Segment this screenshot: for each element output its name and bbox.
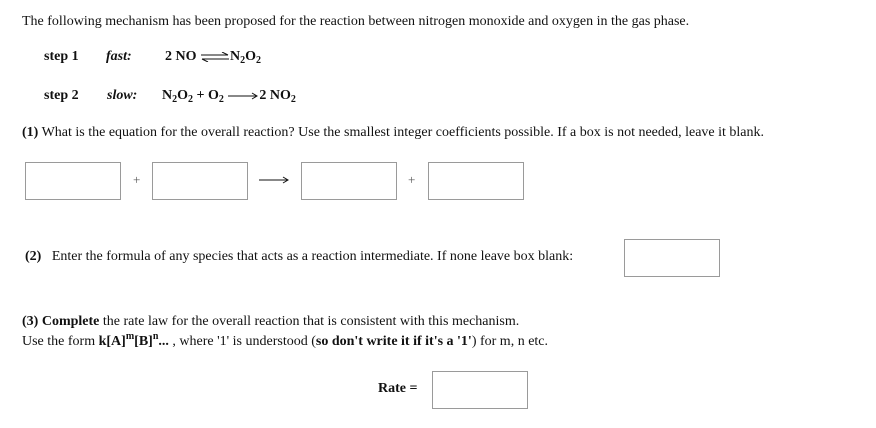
q3-number: (3) [22,314,39,329]
reaction-arrow-icon [227,92,259,100]
plus-sign-2: + [408,172,416,187]
q1-number: (1) [22,125,39,140]
q3-bold-lead: Complete [41,314,100,329]
q3-line1 [22,314,519,330]
reactant-box-1[interactable] [25,162,121,200]
q1-prompt [22,125,764,141]
q2-text: Enter the formula of any species that acts as a reaction intermediate. If none leave box blank: [51,249,574,264]
q1-text: What is the equation for the overall reaction? Use the smallest integer coefficients possible. If a box is not needed, leave it blank. [38,125,765,140]
step2-row [44,88,79,104]
step2-label: step 2 [44,88,79,103]
rate-label: Rate = [378,381,418,396]
step2-speed: slow: [107,88,138,103]
step1-label: step 1 [44,49,79,64]
step1-row [44,49,79,65]
q3-line2: Use the form $k[A]^m[B]^n$... , where '1' is understood (so don't write it if it's a '1') for m, n etc. [22,331,549,349]
q3-text: the rate law for the overall reaction that is consistent with this mechanism. [99,314,520,329]
plus-sign-1: + [133,172,141,187]
reactant-box-2[interactable] [152,162,248,200]
q2-number: (2) [25,249,42,264]
step2-equation: $N_2O_2 + O_2$ 2 $NO_2$ [162,88,296,105]
q2-prompt [25,249,573,265]
intro-text: The following mechanism has been proposed for the reaction between nitrogen monoxide and oxygen in the gas phase. [22,14,690,29]
equilibrium-arrow-icon [200,52,230,62]
step1-speed: fast: [106,49,132,64]
rate-law-input[interactable] [432,371,528,409]
step1-equation: 2 NO $N_2O_2$ [165,49,262,66]
product-box-1[interactable] [301,162,397,200]
overall-arrow-icon [258,176,290,184]
intermediate-input[interactable] [624,239,720,277]
product-box-2[interactable] [428,162,524,200]
